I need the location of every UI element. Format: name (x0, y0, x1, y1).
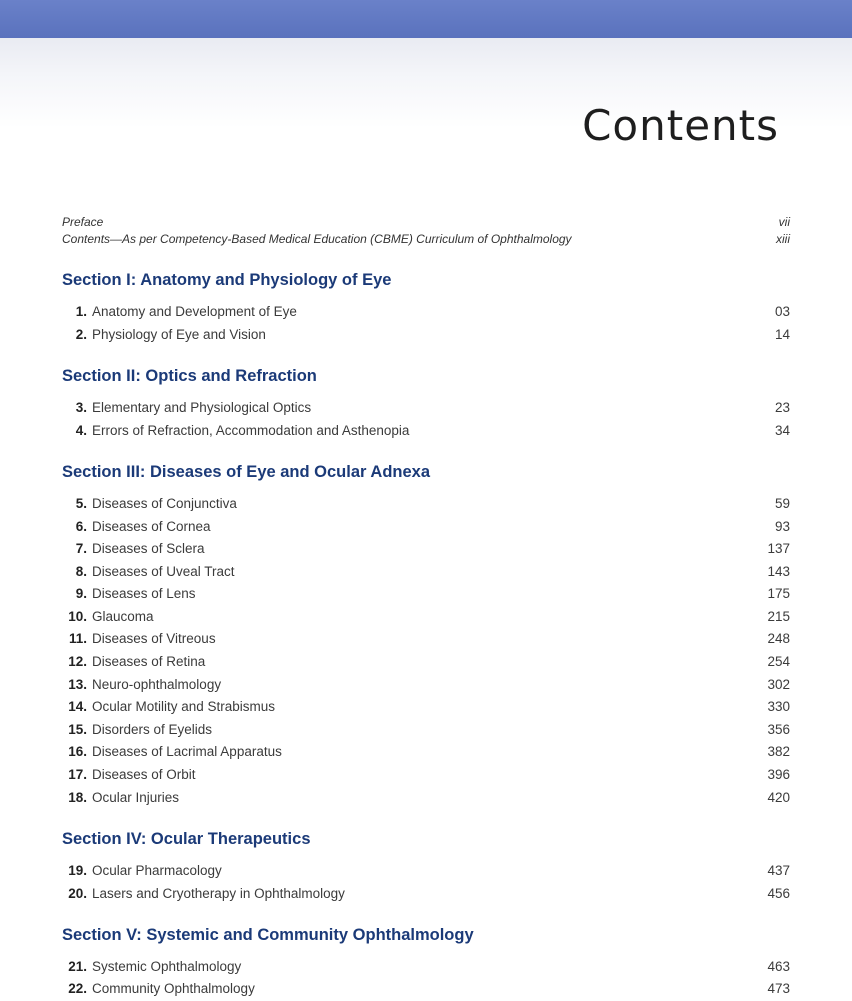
chapter-page: 137 (767, 541, 790, 556)
toc-chapter-row[interactable] (62, 677, 790, 697)
toc-chapter-row[interactable] (62, 767, 790, 787)
chapter-title: Diseases of Sclera (92, 541, 205, 556)
chapter-title: Diseases of Uveal Tract (92, 564, 235, 579)
chapter-number: 5. (75, 496, 87, 511)
chapter-number: 9. (75, 586, 87, 601)
chapter-title: Diseases of Orbit (92, 767, 196, 782)
toc-chapter-row[interactable] (62, 790, 790, 810)
chapter-title: Diseases of Lacrimal Apparatus (92, 744, 282, 759)
chapter-number: 21. (68, 959, 87, 974)
chapter-number: 3. (75, 400, 87, 415)
chapter-number: 19. (68, 863, 87, 878)
chapter-title: Elementary and Physiological Optics (92, 400, 312, 415)
section-heading-4: Section IV: Ocular Therapeutics (62, 830, 311, 848)
toc-chapter-row[interactable] (62, 699, 790, 719)
chapter-page: 302 (767, 677, 790, 692)
toc-chapter-row[interactable] (62, 981, 790, 1001)
chapter-page: 34 (774, 423, 790, 438)
front-label: Contents—As per Competency-Based Medical Education (CBME) Curriculum of Ophthalmology (62, 232, 572, 246)
chapter-title: Diseases of Lens (92, 586, 196, 601)
toc-chapter-row[interactable] (62, 327, 790, 347)
chapter-page: 473 (767, 981, 790, 996)
chapter-page: 330 (767, 699, 790, 714)
toc-chapter-row[interactable] (62, 304, 790, 324)
chapter-title: Anatomy and Development of Eye (92, 304, 297, 319)
chapter-number: 22. (68, 981, 87, 996)
chapter-page: 356 (767, 722, 790, 737)
chapter-number: 6. (75, 519, 87, 534)
chapter-title: Diseases of Vitreous (92, 631, 216, 646)
chapter-number: 11. (68, 631, 87, 646)
chapter-number: 20. (68, 886, 87, 901)
chapter-page: 59 (774, 496, 790, 511)
chapter-title: Ocular Motility and Strabismus (92, 699, 276, 714)
chapter-page: 420 (767, 790, 790, 805)
toc-chapter-row[interactable] (62, 886, 790, 906)
chapter-number: 17. (68, 767, 87, 782)
chapter-title: Disorders of Eyelids (92, 722, 213, 737)
chapter-number: 18. (68, 790, 87, 805)
chapter-title: Glaucoma (92, 609, 154, 624)
chapter-number: 4. (75, 423, 87, 438)
chapter-page: 254 (767, 654, 790, 669)
chapter-title: Ocular Injuries (92, 790, 180, 805)
chapter-page: 463 (767, 959, 790, 974)
front-label: Preface (62, 215, 104, 229)
toc-chapter-row[interactable] (62, 400, 790, 420)
chapter-title: Diseases of Cornea (92, 519, 211, 534)
chapter-number: 14. (68, 699, 87, 714)
chapter-title: Ocular Pharmacology (92, 863, 222, 878)
toc-chapter-row[interactable] (62, 744, 790, 764)
chapter-page: 175 (767, 586, 790, 601)
toc-chapter-row[interactable] (62, 722, 790, 742)
toc-chapter-row[interactable] (62, 496, 790, 516)
chapter-title: Diseases of Retina (92, 654, 206, 669)
toc-chapter-row[interactable] (62, 959, 790, 979)
chapter-page: 437 (767, 863, 790, 878)
toc-chapter-row[interactable] (62, 541, 790, 561)
chapter-number: 1. (75, 304, 87, 319)
chapter-title: Community Ophthalmology (92, 981, 255, 996)
section-heading-5: Section V: Systemic and Community Ophthalmology (62, 926, 474, 944)
chapter-title: Physiology of Eye and Vision (92, 327, 266, 342)
toc-chapter-row[interactable] (62, 609, 790, 629)
chapter-page: 03 (774, 304, 790, 319)
chapter-title: Errors of Refraction, Accommodation and Asthenopia (92, 423, 410, 438)
front-page: vii (778, 215, 790, 229)
chapter-number: 16. (68, 744, 87, 759)
chapter-number: 15. (68, 722, 87, 737)
header-band (0, 0, 852, 38)
chapter-title: Systemic Ophthalmology (92, 959, 242, 974)
section-heading-3: Section III: Diseases of Eye and Ocular Adnexa (62, 463, 431, 481)
toc-chapter-row[interactable] (62, 423, 790, 443)
section-heading-1: Section I: Anatomy and Physiology of Eye (62, 271, 392, 289)
chapter-number: 12. (68, 654, 87, 669)
section-heading-2: Section II: Optics and Refraction (62, 367, 317, 385)
chapter-page: 382 (767, 744, 790, 759)
toc-front-cbme[interactable] (62, 232, 790, 249)
toc-chapter-row[interactable] (62, 519, 790, 539)
chapter-page: 248 (767, 631, 790, 646)
chapter-page: 396 (767, 767, 790, 782)
chapter-page: 456 (767, 886, 790, 901)
toc-front-preface[interactable] (62, 215, 790, 232)
chapter-number: 8. (75, 564, 87, 579)
chapter-title: Neuro-ophthalmology (92, 677, 222, 692)
chapter-page: 143 (767, 564, 790, 579)
front-page: xiii (776, 232, 790, 246)
chapter-page: 23 (774, 400, 790, 415)
toc-chapter-row[interactable] (62, 564, 790, 584)
chapter-page: 215 (767, 609, 790, 624)
toc-chapter-row[interactable] (62, 654, 790, 674)
chapter-page: 93 (774, 519, 790, 534)
toc-chapter-row[interactable] (62, 586, 790, 606)
chapter-title: Lasers and Cryotherapy in Ophthalmology (92, 886, 345, 901)
chapter-number: 10. (68, 609, 87, 624)
chapter-page: 14 (774, 327, 790, 342)
chapter-number: 13. (68, 677, 87, 692)
toc-chapter-row[interactable] (62, 631, 790, 651)
chapter-number: 7. (75, 541, 87, 556)
toc-chapter-row[interactable] (62, 863, 790, 883)
page-title: Contents (582, 101, 779, 150)
chapter-number: 2. (75, 327, 87, 342)
chapter-title: Diseases of Conjunctiva (92, 496, 237, 511)
